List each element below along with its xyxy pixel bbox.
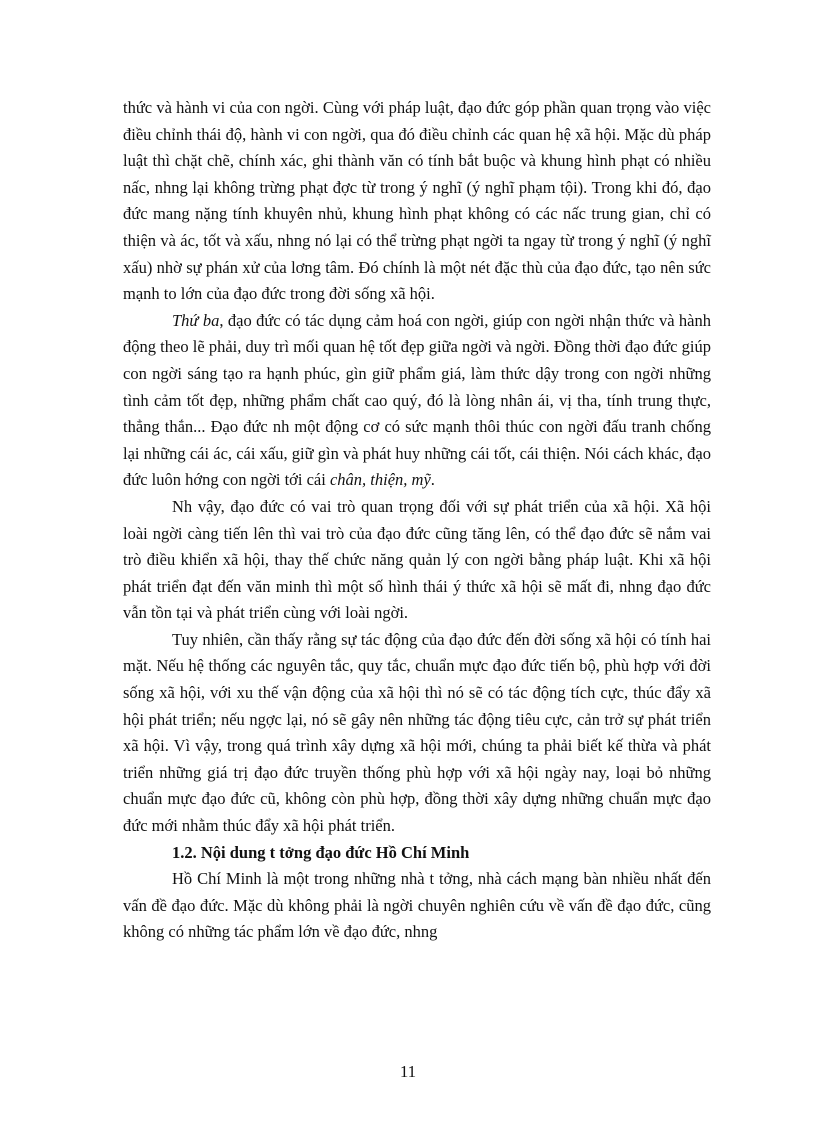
paragraph-2-italic-lead: Thứ ba (172, 310, 220, 330)
paragraph-3: Nh vậy, đạo đức có vai trò quan trọng đối với sự phát triển của xã hội. Xã hội loài ngời càng tiến lên thì vai trò của đạo đức cũng tăng lên, có thể đạo đức sẽ nắm vai trò điều khiển xã hội, thay thế chức năng quản lý con ngời bằng pháp luật. Khi xã hội phát triển đạt đến văn minh thì một số hình thái ý thức xã hội sẽ mất đi, nhng đạo đức vẫn tồn tại và phát triển cùng với loài ngời. (123, 496, 711, 623)
paragraph-2-text: , đạo đức có tác dụng cảm hoá con ngời, giúp con ngời nhận thức và hành động theo lẽ phải, duy trì mối quan hệ tốt đẹp giữa ngời và ngời. Đồng thời đạo đức giúp con ngời sáng tạo ra hạnh phúc, gìn giữ phẩm giá, làm thức dậy trong con ngời những tình cảm tốt đẹp, những phẩm chất cao quý, đó là lòng nhân ái, vị tha, tính trung thực, thẳng thắn... Đạo đức nh một động cơ có sức mạnh thôi thúc con ngời đấu tranh chống lại những cái ác, cái xấu, giữ gìn và phát huy những cái tốt, cái thiện. Nói cách khác, đạo đức luôn hớng con ngời tới cái (123, 310, 711, 490)
page-number: 11 (399, 1062, 417, 1081)
section-heading: 1.2. Nội dung t tởng đạo đức Hồ Chí Minh (172, 842, 470, 862)
paragraph-2-end: . (430, 470, 435, 490)
paragraph-5: Hồ Chí Minh là một trong những nhà t tởng, nhà cách mạng bàn nhiều nhất đến vấn đề đạo đức. Mặc dù không phải là ngời chuyên nghiên cứu về vấn đề đạo đức, cũng không có những tác phẩm lớn về đạo đức, nhng (123, 869, 711, 942)
page-body (123, 95, 711, 946)
paragraph-2 (123, 308, 711, 494)
paragraph-4: Tuy nhiên, cần thấy rằng sự tác động của đạo đức đến đời sống xã hội có tính hai mặt. Nếu hệ thống các nguyên tắc, quy tắc, chuẩn mực đạo đức tiến bộ, phù hợp với đời sống xã hội, với xu thế vận động của xã hội thì nó sẽ có tác động tích cực, thúc đẩy xã hội phát triển; nếu ngợc lại, nó sẽ gây nên những tác động tiêu cực, cản trở sự phát triển xã hội. Vì vậy, trong quá trình xây dựng xã hội mới, chúng ta phải biết kế thừa và phát triển những giá trị đạo đức truyền thống phù hợp với xã hội ngày nay, loại bỏ những chuẩn mực đạo đức cũ, không còn phù hợp, đồng thời xây dựng những chuẩn mực đạo đức mới nhằm thúc đẩy xã hội phát triển. (123, 629, 711, 836)
paragraph-2-italic-tail: chân, thiện, mỹ (329, 470, 431, 490)
paragraph-1: thức và hành vi của con ngời. Cùng với pháp luật, đạo đức góp phần quan trọng vào việc điều chỉnh thái độ, hành vi con ngời, qua đó điều chỉnh các quan hệ xã hội. Mặc dù pháp luật thì chặt chẽ, chính xác, ghi thành văn có tính bắt buộc và khung hình phạt có nhiều nấc, nhng lại không trừng phạt đợc từ trong ý nghĩ (ý nghĩ phạm tội). Trong khi đó, đạo đức mang nặng tính khuyên nhủ, khung hình phạt không có các nấc trung gian, chỉ có thiện và ác, tốt và xấu, nhng nó lại có thể trừng phạt ngời ta ngay từ trong ý nghĩ (ý nghĩ xấu) nhờ sự phán xử của lơng tâm. Đó chính là một nét đặc thù của đạo đức, tạo nên sức mạnh to lớn của đạo đức trong đời sống xã hội. (123, 98, 711, 304)
